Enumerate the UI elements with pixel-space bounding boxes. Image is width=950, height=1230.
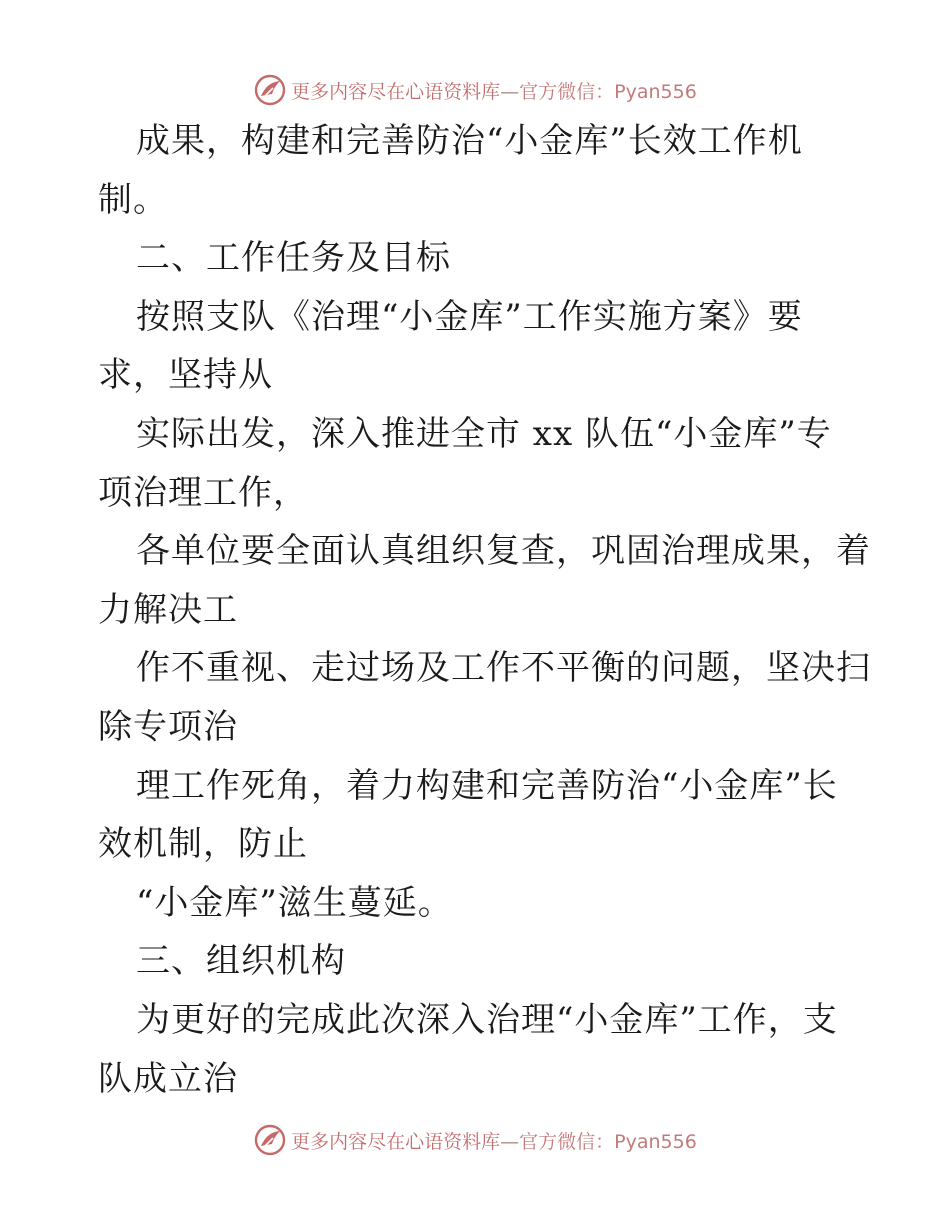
watermark-text <box>291 1127 697 1154</box>
paragraph-line: 项治理工作， <box>98 472 308 513</box>
watermark-site: 更多内容尽在心语资料库 <box>291 80 501 103</box>
section-heading: 三、组织机构 <box>136 941 346 982</box>
section-heading: 二、工作任务及目标 <box>136 238 451 279</box>
paragraph-line: 力解决工 <box>98 589 238 630</box>
watermark-logo-icon <box>253 73 287 107</box>
footer-watermark <box>0 1120 950 1160</box>
paragraph-line: 各单位要全面认真组织复查，巩固治理成果，着 <box>136 531 871 572</box>
paragraph-line: 实际出发，深入推进全市 xx 队伍“小金库”专 <box>136 413 832 454</box>
watermark-site: 更多内容尽在心语资料库 <box>291 1130 501 1153</box>
paragraph-line: 成果，构建和完善防治“小金库”长效工作机 <box>136 121 803 161</box>
paragraph-line: 为更好的完成此次深入治理“小金库”工作，支 <box>136 999 838 1040</box>
paragraph-line: 队成立治 <box>98 1058 238 1099</box>
header-watermark <box>0 70 950 110</box>
paragraph-line: 作不重视、走过场及工作不平衡的问题，坚决扫 <box>136 648 871 689</box>
watermark-separator: — <box>500 1130 520 1153</box>
watermark-wechat: 官方微信：Pyan556 <box>519 80 697 103</box>
paragraph-line: 理工作死角，着力构建和完善防治“小金库”长 <box>136 765 838 806</box>
watermark-separator: — <box>500 80 520 103</box>
paragraph-line: 制。 <box>98 179 168 220</box>
paragraph-line: 求，坚持从 <box>98 355 273 396</box>
paragraph-line: 效机制，防止 <box>98 824 308 865</box>
paragraph-line: 除专项治 <box>98 706 238 747</box>
paragraph-line: 按照支队《治理“小金库”工作实施方案》要 <box>136 296 803 337</box>
watermark-text <box>291 77 697 104</box>
paragraph-line: “小金库”滋生蔓延。 <box>136 882 453 923</box>
document-body <box>98 112 871 1108</box>
watermark-wechat: 官方微信：Pyan556 <box>519 1130 697 1153</box>
watermark-logo-icon <box>253 1123 287 1157</box>
